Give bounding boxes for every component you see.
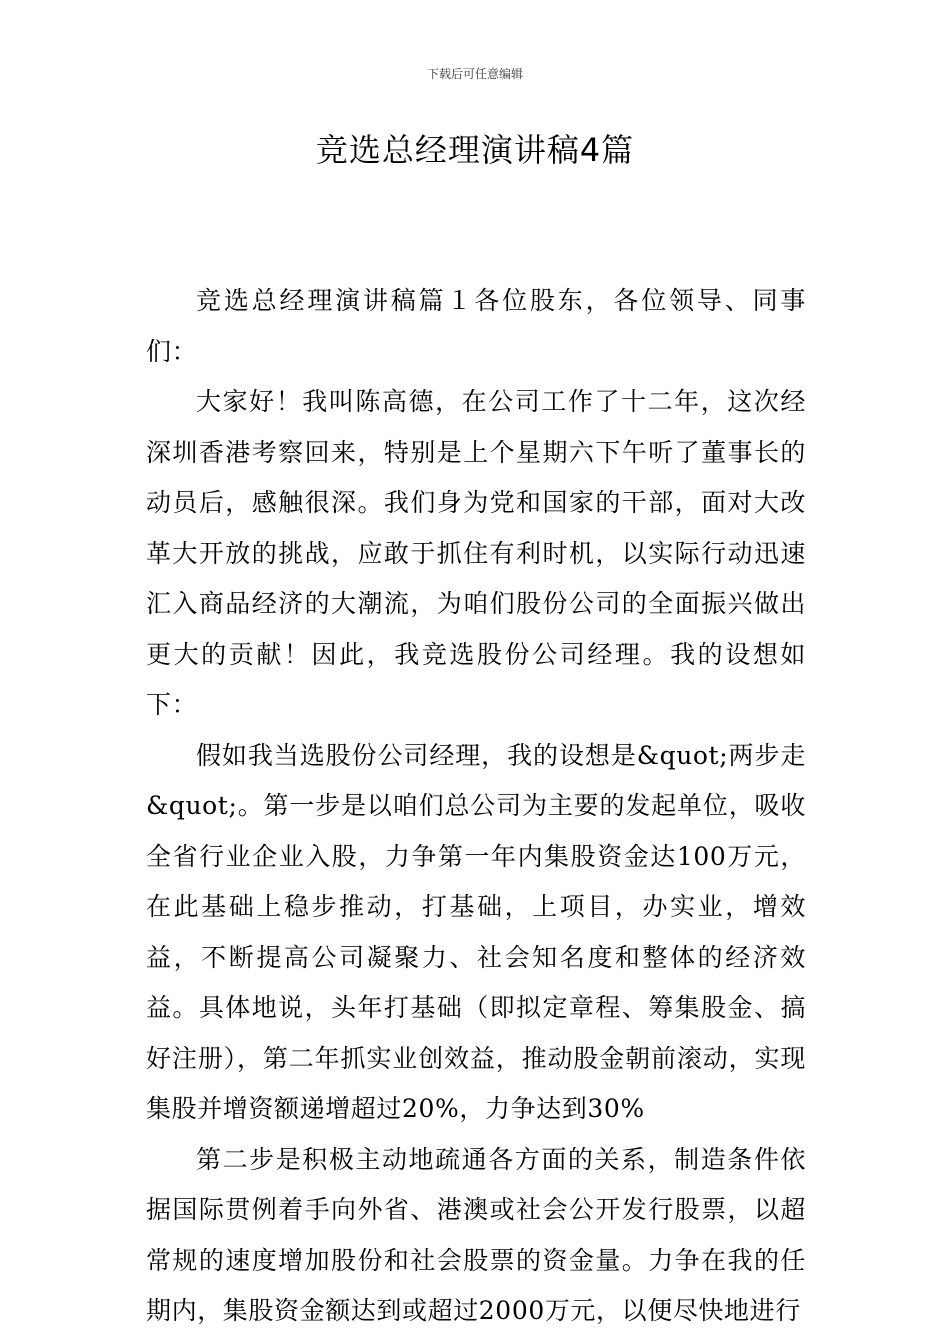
document-title: 竞选总经理演讲稿4篇 [315,131,635,169]
document-body [146,276,806,1337]
paragraph: 竞选总经理演讲稿篇１各位股东，各位领导、同事们： [146,286,806,366]
paragraph: 假如我当选股份公司经理，我的设想是&quot;两步走&quot;。第一步是以咱们总公司为主要的发起单位，吸收全省行业企业入股，力争第一年内集股资金达100万元，在此基础上稳步推动，打基础，上项目，办实业，增效益，不断提高公司凝聚力、社会知名度和整体的经济效益。具体地说，头年打基础（即拟定章程、筹集股金、搞好注册），第二年抓实业创效益，推动股金朝前滚动，实现集股并增资额递增超过20%，力争达到30% [146,740,806,1123]
paragraph: 大家好！我叫陈高德，在公司工作了十二年，这次经深圳香港考察回来，特别是上个星期六下午听了董事长的动员后，感触很深。我们身为党和国家的干部，面对大改革大开放的挑战，应敢于抓住有利时机，以实际行动迅速汇入商品经济的大潮流，为咱们股份公司的全面振兴做出更大的贡献！因此，我竞选股份公司经理。我的设想如下： [146,387,806,719]
header-note: 下载后可任意编辑 [426,67,523,81]
paragraph: 第二步是积极主动地疏通各方面的关系，制造条件依据国际贯例着手向外省、港澳或社会公开发行股票，以超常规的速度增加股份和社会股票的资金量。力争在我的任期内，集股资金额达到或超过2000万元，以便尽快地进行 [146,1144,806,1325]
